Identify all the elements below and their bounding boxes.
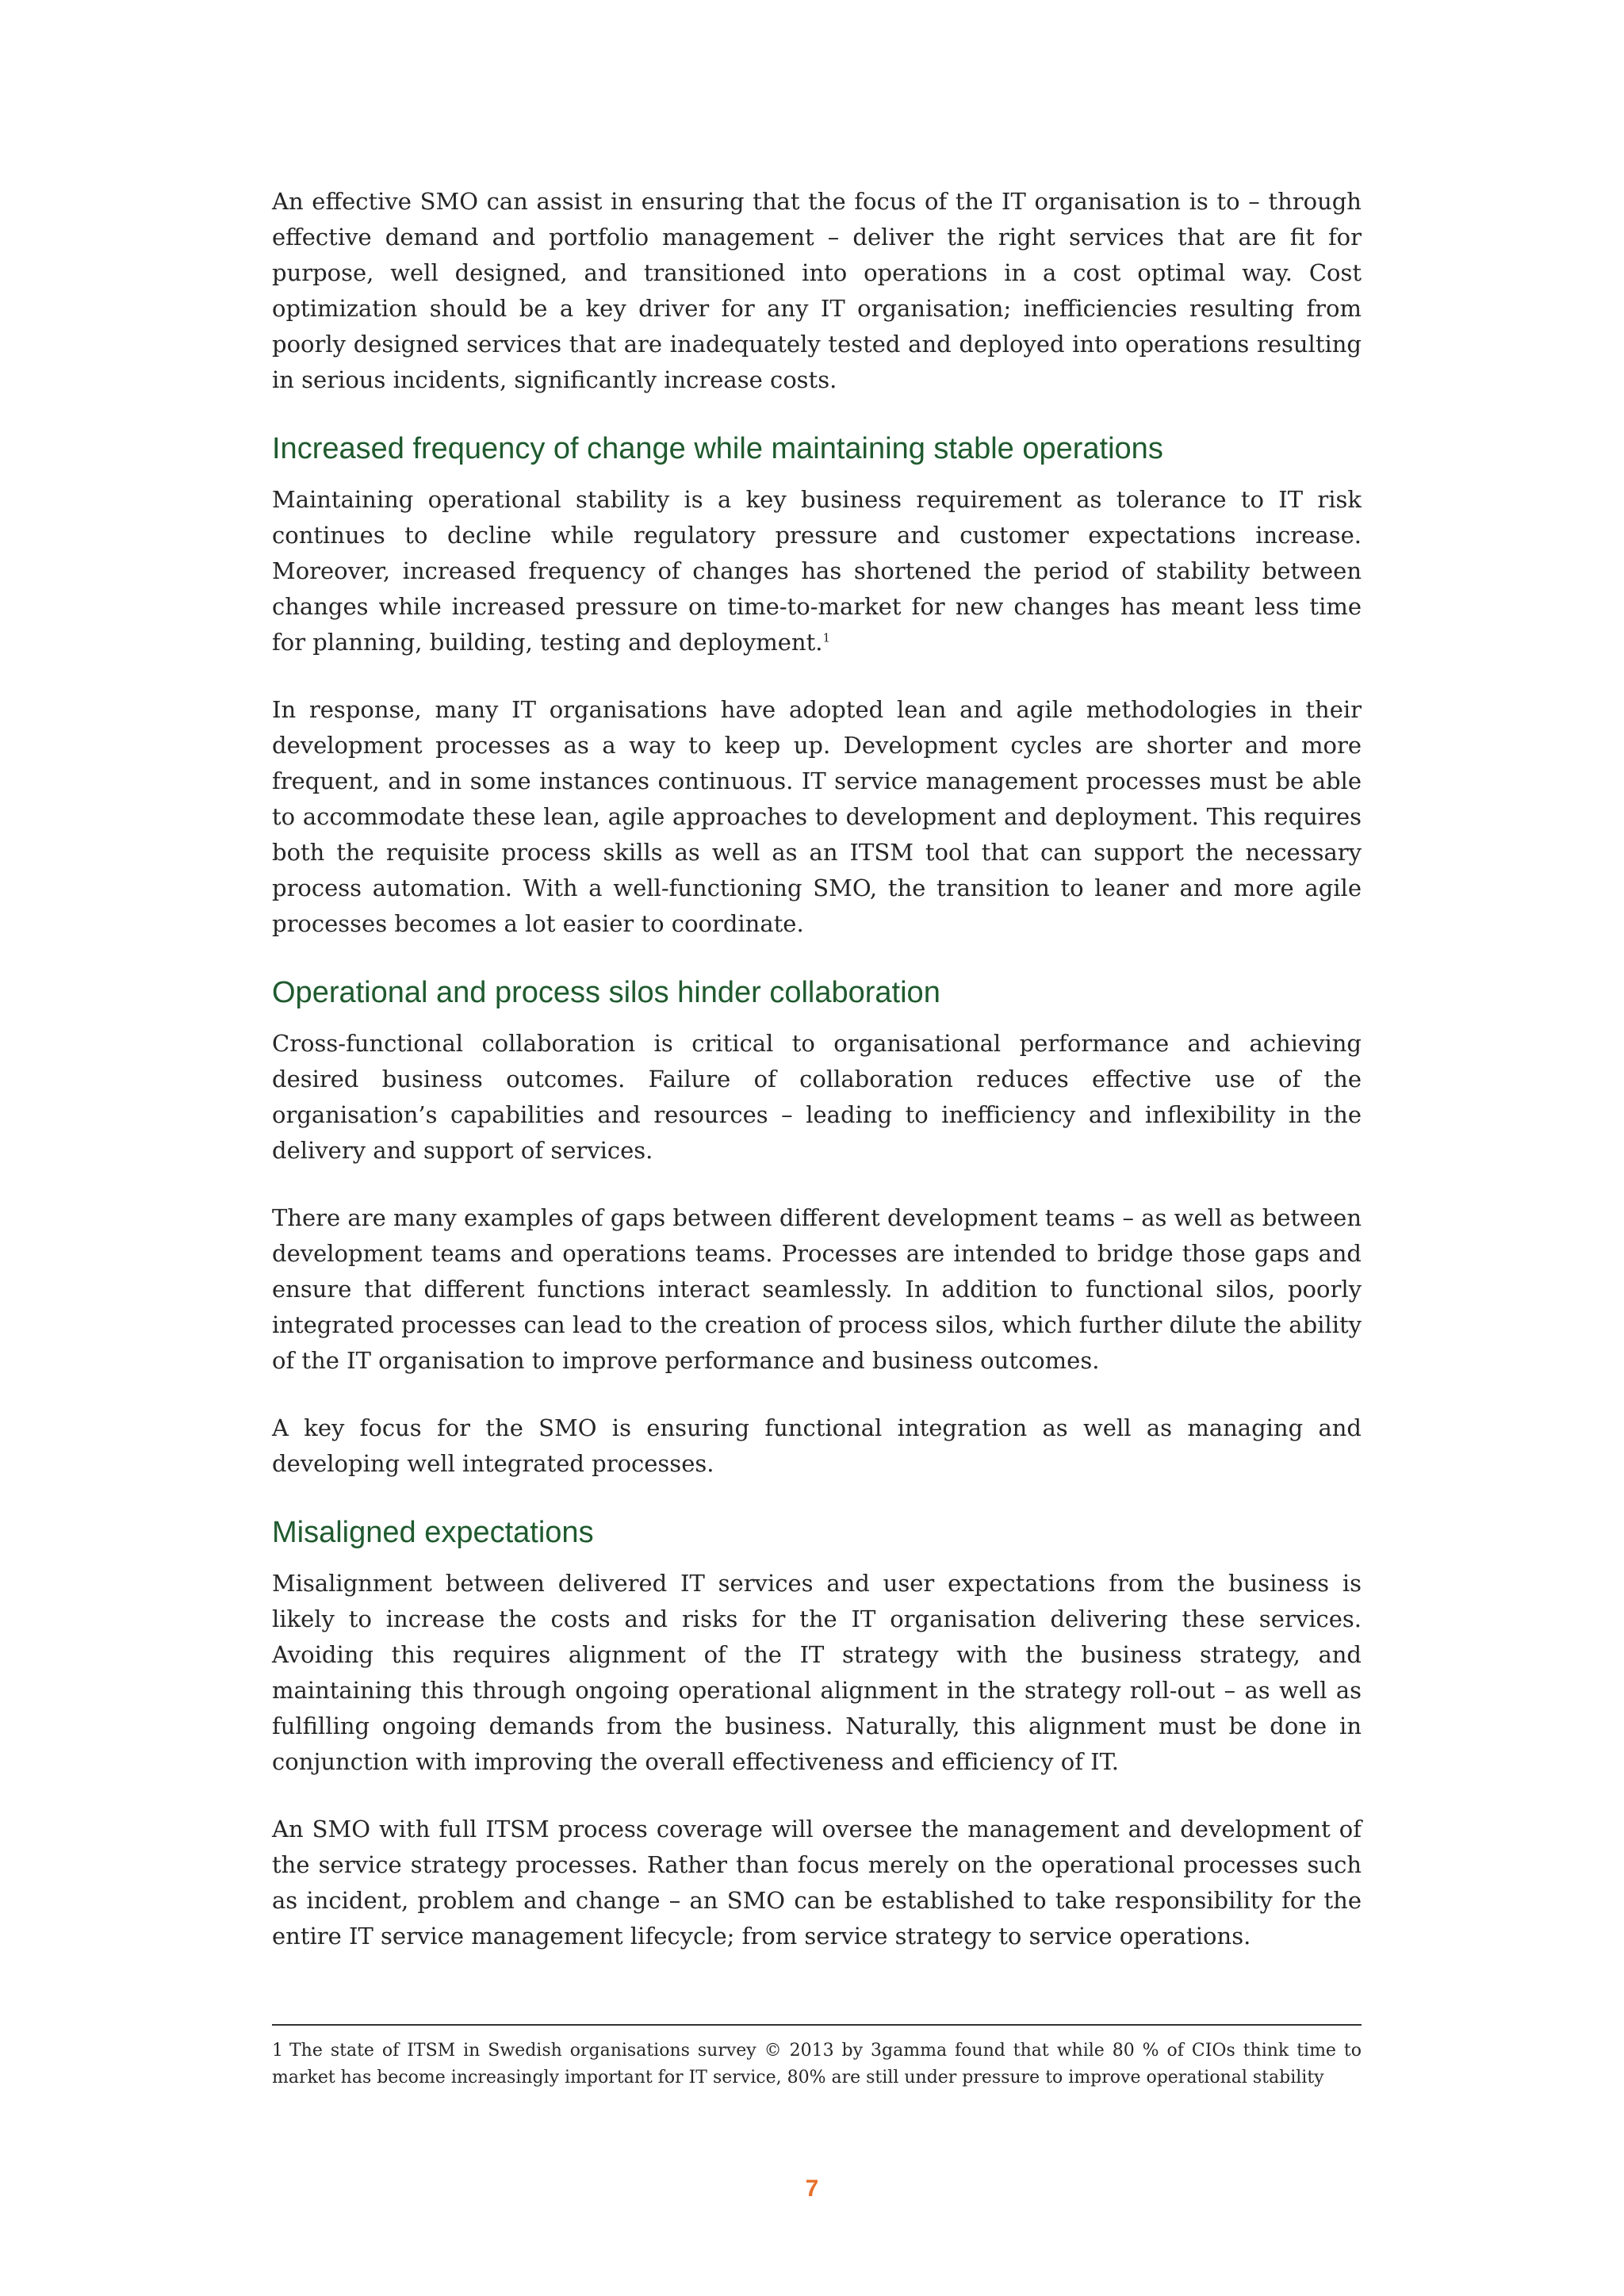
section-heading-silos: Operational and process silos hinder collaboration — [272, 976, 940, 1009]
section-heading-change-frequency: Increased frequency of change while maintaining stable operations — [272, 432, 1163, 465]
misaligned-paragraph-2: An SMO with full ITSM process coverage will oversee the management and development of the service strategy processes. Rather than focus merely on the operational processes such as incident, problem and change – an SMO can be established to take responsibility for the entire IT service management lifecycle; from service strategy to service operations. — [272, 1816, 1362, 1950]
silos-paragraph-2: There are many examples of gaps between different development teams – as well as between development teams and operations teams. Processes are intended to bridge those gaps and ensure that different functions interact seamlessly. In addition to functional silos, poorly integrated processes can lead to the creation of process silos, which further dilute the ability of the IT organisation to improve performance and business outcomes. — [272, 1204, 1362, 1374]
main-content — [272, 184, 1362, 1986]
footnote-divider — [272, 2024, 1362, 2026]
intro-paragraph: An effective SMO can assist in ensuring that the focus of the IT organisation is to – through effective demand and portfolio management – deliver the right services that are fit for purpose, well designed, and transitioned into operations in a cost optimal way. Cost optimization should be a key driver for any IT organisation; inefficiencies resulting from poorly designed services that are inadequately tested and deployed into operations resulting in serious incidents, significantly increase costs. — [272, 188, 1362, 393]
change-frequency-paragraph-1-text: Maintaining operational stability is a key business requirement as tolerance to IT risk continues to decline while regulatory pressure and customer expectations increase. Moreover, increased frequency of changes has shortened the period of stability between changes while increased pressure on time-to-market for new changes has meant less time for planning, building, testing and deployment. — [272, 486, 1362, 656]
page-number: 7 — [805, 2175, 819, 2202]
footnote-text: The state of ITSM in Swedish organisations survey © 2013 by 3gamma found that while 80 % of CIOs think time to market has become increasingly important for IT service, 80% are still under pressure to improve operational stability — [272, 2041, 1362, 2087]
change-frequency-paragraph-2: In response, many IT organisations have adopted lean and agile methodologies in their development processes as a way to keep up. Development cycles are shorter and more frequent, and in some instances continuous. IT service management processes must be able to accommodate these lean, agile approaches to development and deployment. This requires both the requisite process skills as well as an ITSM tool that can support the necessary process automation. With a well-functioning SMO, the transition to leaner and more agile processes becomes a lot easier to coordinate. — [272, 696, 1362, 937]
footnote — [272, 2038, 1362, 2091]
footnote-reference: 1 — [822, 630, 831, 645]
section-heading-misaligned: Misaligned expectations — [272, 1516, 594, 1549]
footnote-number: 1 — [272, 2041, 283, 2061]
misaligned-paragraph-1: Misalignment between delivered IT services and user expectations from the business is likely to increase the costs and risks for the IT organisation delivering these services. Avoiding this requires alignment of the IT strategy with the business strategy, and maintaining this through ongoing operational alignment in the strategy roll-out – as well as fulfilling ongoing demands from the business. Naturally, this alignment must be done in conjunction with improving the overall effectiveness and efficiency of IT. — [272, 1570, 1362, 1775]
change-frequency-paragraph-1 — [272, 482, 1362, 660]
silos-paragraph-1: Cross-functional collaboration is critical to organisational performance and achieving desired business outcomes. Failure of collaboration reduces effective use of the organisation’s capabilities and resources – leading to inefficiency and inflexibility in the delivery and support of services. — [272, 1030, 1362, 1164]
silos-paragraph-3: A key focus for the SMO is ensuring functional integration as well as managing and developing well integrated processes. — [272, 1414, 1362, 1477]
